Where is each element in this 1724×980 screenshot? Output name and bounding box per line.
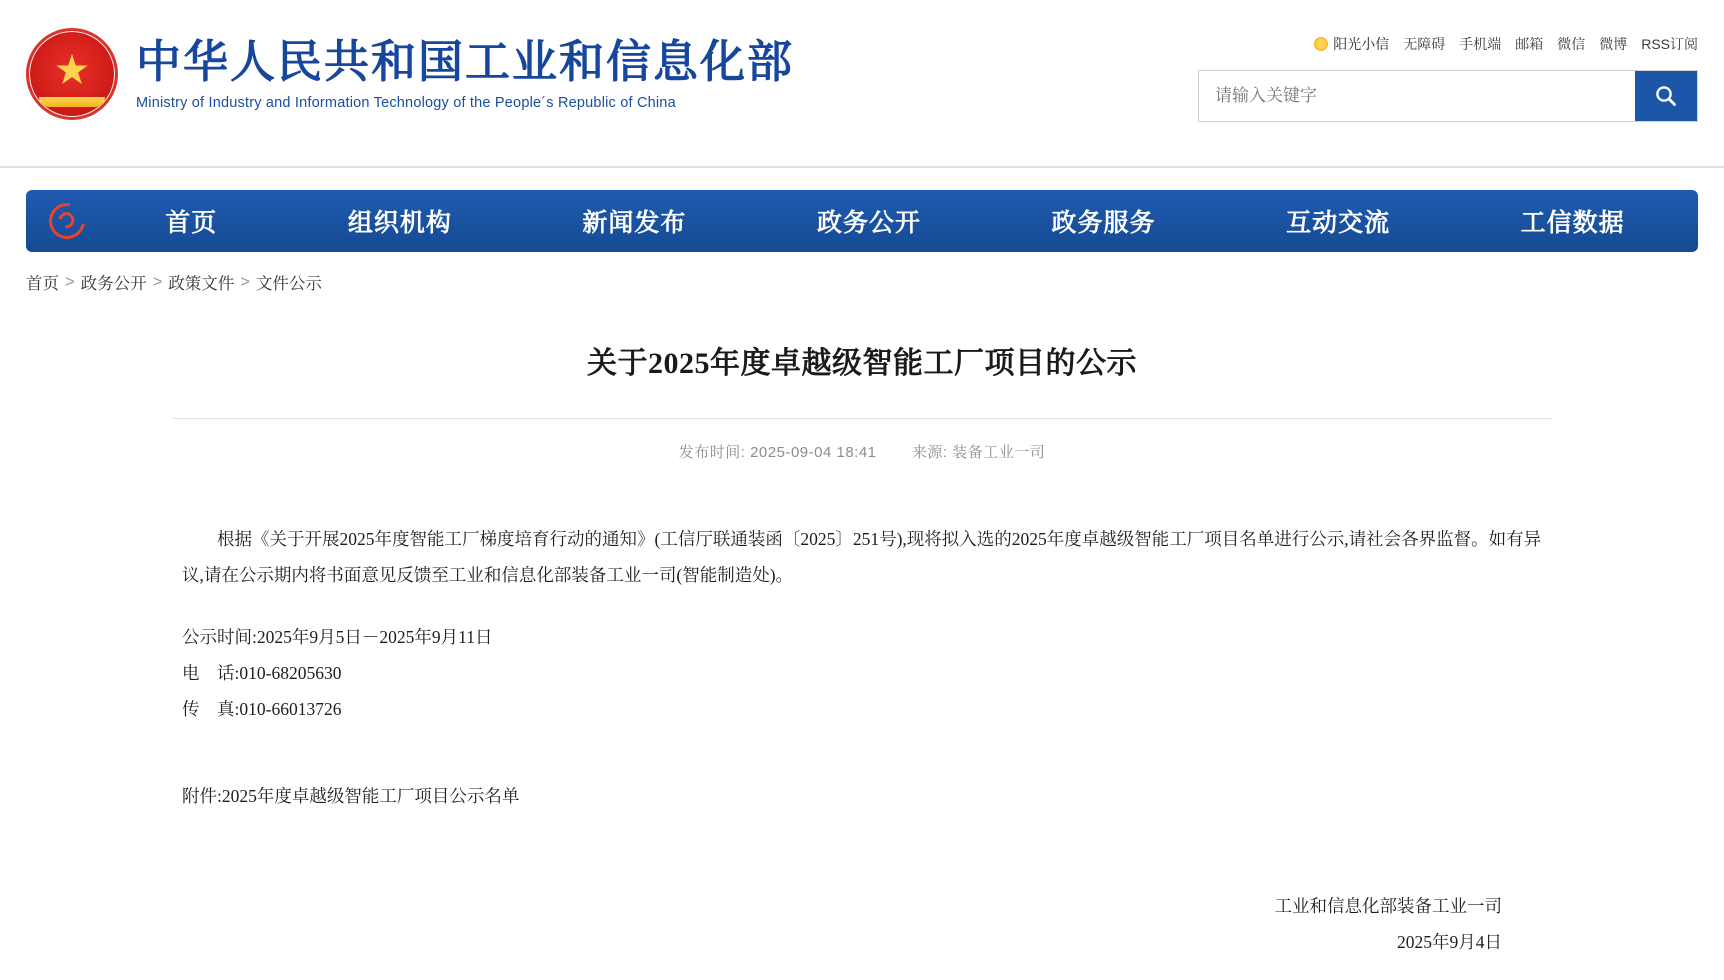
- publish-time-value: 2025-09-04 18:41: [750, 444, 877, 461]
- nav-item-data[interactable]: 工信数据: [1520, 210, 1625, 237]
- nav-item-home[interactable]: 首页: [165, 210, 218, 237]
- sun-icon: [1314, 37, 1328, 51]
- main-nav: [26, 190, 1698, 252]
- quicklink-sunshine[interactable]: [1314, 34, 1389, 54]
- brand-text: [136, 37, 794, 111]
- breadcrumb: [26, 270, 1698, 294]
- breadcrumb-item-home[interactable]: 首页: [26, 275, 59, 293]
- nav-item-news[interactable]: 新闻发布: [582, 210, 687, 237]
- page-title: 关于2025年度卓越级智能工厂项目的公示: [587, 347, 1137, 380]
- site-header: [0, 0, 1724, 168]
- miit-swirl-logo-icon[interactable]: [34, 203, 100, 239]
- fax-value: 010-66013726: [239, 698, 342, 719]
- national-emblem-icon: [26, 28, 118, 120]
- attachment-label: 附件:: [182, 786, 222, 807]
- search-bar: [1198, 70, 1698, 122]
- phone-line: [182, 656, 1542, 692]
- nav-item-government-affairs[interactable]: 政务公开: [816, 210, 921, 237]
- breadcrumb-item-document-notice[interactable]: 文件公示: [255, 275, 322, 293]
- notice-period-label: 公示时间:: [182, 626, 257, 647]
- quicklinks: [1198, 34, 1698, 54]
- search-button[interactable]: [1635, 71, 1697, 121]
- quicklink-mail[interactable]: 邮箱: [1515, 36, 1544, 52]
- nav-items: [100, 197, 1690, 245]
- search-icon: [1653, 83, 1679, 109]
- phone-label: 电 话:: [182, 662, 240, 683]
- quicklink-weibo[interactable]: 微博: [1599, 36, 1628, 52]
- source-value: 装备工业一司: [952, 444, 1046, 461]
- breadcrumb-separator: >: [240, 272, 250, 291]
- quicklink-accessibility[interactable]: 无障碍: [1403, 36, 1446, 52]
- nav-item-organization[interactable]: 组织机构: [347, 210, 452, 237]
- signature-date: 2025年9月4日: [1397, 932, 1502, 953]
- attachment-line: [182, 779, 1542, 815]
- notice-period-line: [182, 620, 1542, 656]
- article-body: [182, 522, 1542, 815]
- quicklink-rss[interactable]: RSS订阅: [1641, 36, 1698, 52]
- nav-item-government-services[interactable]: 政务服务: [1051, 210, 1156, 237]
- publish-time-label: 发布时间:: [678, 444, 746, 461]
- swirl-shape-icon: [42, 196, 92, 246]
- divider: [172, 418, 1552, 419]
- fax-line: [182, 692, 1542, 728]
- quicklink-wechat[interactable]: 微信: [1557, 36, 1586, 52]
- article: [102, 338, 1622, 961]
- header-right: [1198, 34, 1698, 122]
- article-signature: [102, 889, 1502, 961]
- fax-label: 传 真:: [182, 698, 240, 719]
- quicklink-mobile[interactable]: 手机端: [1459, 36, 1502, 52]
- site-brand[interactable]: [26, 28, 794, 120]
- breadcrumb-separator: >: [65, 272, 75, 291]
- source-label: 来源:: [911, 444, 948, 461]
- breadcrumb-item-government-affairs[interactable]: 政务公开: [80, 275, 147, 293]
- site-title-cn: 中华人民共和国工业和信息化部: [136, 37, 795, 88]
- notice-period-value: 2025年9月5日－2025年9月11日: [256, 626, 493, 647]
- quicklink-label: 阳光小信: [1333, 36, 1390, 52]
- nav-item-interaction[interactable]: 互动交流: [1286, 210, 1391, 237]
- signature-organization: 工业和信息化部装备工业一司: [1274, 896, 1502, 917]
- attachment-link[interactable]: 2025年度卓越级智能工厂项目公示名单: [221, 786, 520, 807]
- phone-value: 010-68205630: [239, 662, 342, 683]
- site-title-en: Ministry of Industry and Information Technology of the People´s Republic of China: [136, 94, 676, 111]
- breadcrumb-item-policy-documents[interactable]: 政策文件: [168, 275, 235, 293]
- search-input[interactable]: [1199, 71, 1635, 121]
- article-paragraph-1: 根据《关于开展2025年度智能工厂梯度培育行动的通知》(工信厅联通装函〔2025〕251号),现将拟入选的2025年度卓越级智能工厂项目名单进行公示,请社会各界监督。如有异议,请在公示期内将书面意见反馈至工业和信息化部装备工业一司(智能制造处)。: [182, 529, 1542, 585]
- article-meta: [102, 441, 1622, 462]
- breadcrumb-separator: >: [152, 272, 163, 291]
